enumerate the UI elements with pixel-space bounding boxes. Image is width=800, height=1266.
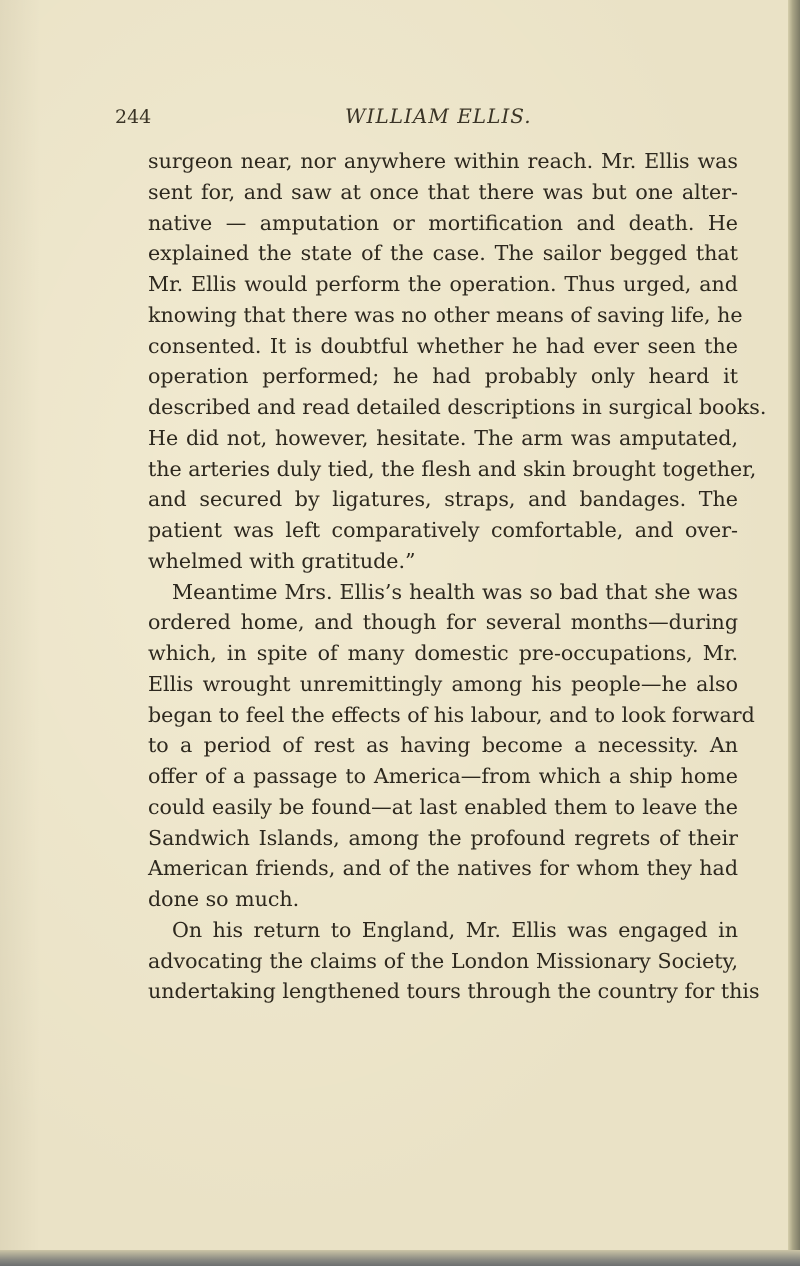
text-line: consented. It is doubtful whether he had ever seen the <box>148 333 738 358</box>
page-number: 244 <box>115 106 152 128</box>
text-line: operation performed; he had probably only heard it <box>148 364 738 389</box>
text-line: surgeon near, nor anywhere within reach. Mr. Ellis was <box>148 149 738 173</box>
text-line: native — amputation or mortification and death. He <box>148 210 738 235</box>
page-header <box>0 104 788 136</box>
page-edge-right <box>788 0 800 1266</box>
text-line: and secured by ligatures, straps, and bandages. The <box>148 487 738 512</box>
text-line: On his return to England, Mr. Ellis was engaged in <box>172 917 738 942</box>
body-text <box>148 146 767 1007</box>
text-line: knowing that there was no other means of saving life, he <box>148 302 743 327</box>
text-line: Ellis wrought unremittingly among his people—he also <box>148 671 738 696</box>
text-line: Meantime Mrs. Ellis’s health was so bad that she was <box>172 579 738 604</box>
text-line: to a period of rest as having become a necessity. An <box>148 733 738 758</box>
text-line: which, in spite of many domestic pre-occupations, Mr. <box>148 641 738 665</box>
text-line: could easily be found—at last enabled them to leave the <box>148 794 738 819</box>
page-edge-bottom <box>0 1250 800 1266</box>
text-line: began to feel the effects of his labour, and to look forward <box>148 702 755 727</box>
text-line: He did not, however, hesitate. The arm was amputated, <box>148 425 738 450</box>
text-line: Sandwich Islands, among the profound regrets of their <box>148 825 738 850</box>
text-line: American friends, and of the natives for whom they had <box>148 856 738 881</box>
text-line: ordered home, and though for several months—during <box>148 610 738 635</box>
text-line: described and read detailed descriptions in surgical books. <box>148 395 767 419</box>
text-line: Mr. Ellis would perform the operation. Thus urged, and <box>148 272 738 296</box>
text-line: the arteries duly tied, the flesh and skin brought together, <box>148 456 757 481</box>
text-line: offer of a passage to America—from which a ship home <box>148 764 738 788</box>
text-line: patient was left comparatively comfortable, and over- <box>148 518 738 542</box>
text-line: undertaking lengthened tours through the country for this <box>148 979 760 1004</box>
text-line: whelmed with gratitude.” <box>148 548 416 573</box>
running-head: WILLIAM ELLIS. <box>345 104 532 128</box>
text-line: advocating the claims of the London Missionary Society, <box>148 948 738 973</box>
text-line: done so much. <box>148 887 300 911</box>
text-line: sent for, and saw at once that there was but one alter- <box>148 179 738 204</box>
text-line: explained the state of the case. The sailor begged that <box>148 241 738 266</box>
